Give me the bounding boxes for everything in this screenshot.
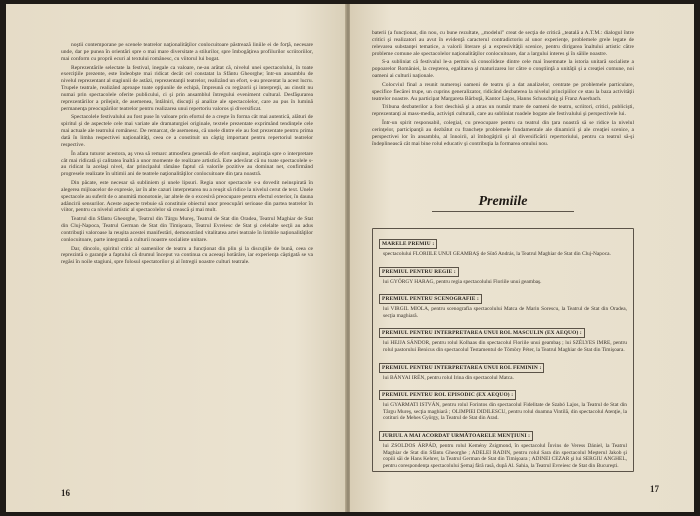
award-heading: PREMIUL PENTRU SCENOGRAFIE : xyxy=(379,294,482,304)
award-heading: PREMIUL PENTRU ROL EPISODIC (EX AEQUO) : xyxy=(379,390,516,400)
award-item xyxy=(373,356,633,382)
paragraph: Reprezentările selectate la festival, inegale ca valoare, ne-au arătat că, nivelul unei spectacolului, în toate exerciţiile prezente, este îndeobşte mai ridicat decât cel constatat la Sfântu Gheorghe; într-un ansamblu de nivelul reprezentant al stagiunii de astăzi, reprezentanţii teatrelor, realizând un efort, s-au prezentat la acest lucru. Trupele teatrale, realizând aproape toate opţiunile de echipă, împreună cu regizorii şi interpreţii, au cinstit nu numai prin spectacolele oferite publicului, ci şi prin ansamblul întregului eveniment cultural. Desfăşurarea reprezentărilor a prilejuit, de asemenea, întâlniri, discuţii şi analize ale spectacolelor, care au pus în lumină permanenţa preocupărilor teatrelor pentru realizarea unui repertoriu valoros şi diversificat. xyxy=(61,64,313,112)
award-item xyxy=(373,321,633,353)
award-heading: PREMIUL PENTRU INTERPRETAREA UNUI ROL FEMININ : xyxy=(379,363,544,373)
awards-title: Premiile xyxy=(372,194,634,210)
right-page xyxy=(350,4,694,512)
award-item xyxy=(373,424,633,469)
paragraph: noştii contemporane pe scenele teatrelor naţionalităţilor conlocuitoare păstrează liniile ei de forţă, necesare unde, dar pe punea în orientări spre o mai mare diversitate a stilurilor, spre îmbogăţirea profilurilor scriitoriilor, mai conform cu proprii ecuri al textului românesc, cu viitorul lui bogat. xyxy=(61,42,313,62)
awards-box xyxy=(372,194,634,472)
award-text: lui GYÖRGY HARAG, pentru regia spectacolului Floriile unui geambaş. xyxy=(383,278,542,285)
awards-frame xyxy=(372,228,634,472)
award-heading: JURIUL A MAI ACORDAT URMĂTOARELE MENŢIUNI : xyxy=(379,431,533,441)
paragraph: Tribuna dezbaterilor a fost deschisă şi a atras un număr mare de oameni de teatru, scriitori, critici, publicişti, reprezentanţi ai mass-media, activişti culturali, care au subliniat roadele bogate ale festivalului şi perspectivele lui. xyxy=(372,104,634,118)
paragraph: Într-un spirit responsabil, colegial, cu preocupare pentru ca teatrul din ţara noastră să se ridice la nivelul cerinţelor, participanţii au dezbătut cu franchețe problemele fundamentale ale dinamicii şi ale creaţiei scenice, a perspectivei lor în ansamblu, al înnoirii, al îmbogăţirii şi al diversificării repertoriului, pentru ca teatrul să-şi îndeplinească cât mai bine rolul educativ şi contribuţia la formarea omului nou. xyxy=(372,120,634,147)
awards-list xyxy=(373,232,633,471)
paragraph: S-a subliniat că festivalul le-a permis să consolideze dintre cele mai însemnate la istoria unitară socialiste a popoarelor României, la creşterea, egalitarea şi maturizarea lor către o conştiinţă a unităţii şi a creaţiei comune, noi oameni ai culturii naţionale. xyxy=(372,59,634,80)
paragraph: Spectacolele festivalului au fost puse în valoare prin efortul de a creşte în forma cât mai autentică, alături de spiritul şi de aspectele cele mai variate ale dramaturgiei originale, textele prezentate exprimând tendinţele cele mai actuale ale teatrului românesc. De remarcat, de asemenea, că unele dintre ele au fost prezentate pentru prima dată în limba respectivei naţionalităţi, ceea ce a constituit un câştig important pentru repertoriul teatrelor respective. xyxy=(61,114,313,148)
award-item xyxy=(373,383,633,422)
paragraph: baterii (a funcţionat, din nou, cu bune rezultate, „modelul" creat de secţia de critică „teatală a A.T.M.: dialogul între critici şi realizatori au avut în evidenţă caracterul contradictoriu al unor experienţe, problemele grele legate de relevarea substanţei tematice, a valorii literare şi a expresivităţii scenice, pentru dirigarea înaltului artistic către probleme comune ale spectacolelor naţionalităţilor conlocuitoare, dar a largului interes şi în sălile noastre. xyxy=(372,30,634,57)
award-text: lui GYARMATI ISTVÁN, pentru rolul Forintos din spectacolul Fidelitate de Szabó Lajos, la Teatrul de Stat din Târgu Mureş, secţia maghiară ; OLIMPIEI DIDILESCU, pentru rolul doamna Vintilă, din spectacolul Atenţie, la cotituri de Mehes György, la Teatrul de Stat din Arad. xyxy=(383,402,627,422)
award-item xyxy=(373,287,633,319)
right-column-text xyxy=(372,30,634,170)
paragraph: Din păcate, este necesar să subliniem şi unele lipsuri. Regia unor spectacole s-a dovedit neinspirată în alegerea mijloacelor de expresie, iar în alte cazuri interpretarea nu a reuşit să ridice la nivelul cerut de text. Unele spectacole au suferit de o anumită monotonie, iar altele de o excesivă preocupare pentru efectul exterior, în dauna adâncirii sensurilor. Aceste aspecte trebuie să constituie obiectul unor preocupări serioase din partea teatrelor în viitor, pentru ca nivelul artistic al spectacolelor să crească şi mai mult. xyxy=(61,180,313,214)
award-text: lui HEJJA SÁNDOR, pentru rolul Kolhaas din spectacolul Floriile unui geambaş ; lui SZÉLYES IMRE, pentru rolul pastorului Benicus din spectacolul Testamentul de Tömöry Péter, la Teatrul Maghiar de Stat din Timişoara. xyxy=(383,340,627,353)
award-item xyxy=(373,232,633,258)
page-number-right: 17 xyxy=(650,484,659,494)
paragraph: Colocviul final a reunit numeroşi oameni de teatru şi a dat analizelor, centrate pe problemele particulare, specifice fiecărei trupe, un cuprins generalizator, ridicând dezbaterea la nivelul principiilor ce stau la baza activităţii teatrelor noastre. Au participat Margareta Bărbuţă, Kantor Lajos, Hanns Schuschnig şi Franz Auerbach. xyxy=(372,81,634,102)
page-number-left: 16 xyxy=(61,488,70,498)
award-heading: PREMIUL PENTRU INTERPRETAREA UNUI ROL MASCULIN (EX AEQUO) : xyxy=(379,328,585,338)
left-column-text xyxy=(61,42,313,482)
left-page xyxy=(6,4,346,512)
paragraph: Dar, dincolo, spiritul critic al oamenilor de teatru a funcţionat din plin şi la discuţiile de bună, ceea ce reprezintă o garanţie a faptului că drumul început va continua cu aceeaşi hotărâre, iar experienţa câştigată se va regăsi în noile stagiuni, spre folosul spectatorilor şi al întregii noastre culturi teatrale. xyxy=(61,245,313,266)
award-text: lui BÁNYAI IRÉN, pentru rolul Irina din spectacolul Matca. xyxy=(383,374,514,381)
award-text: lui ZSOLDOS ÁRPÁD, pentru rolul Kemény Zsigmond, în spectacolul Învins de Veress Dániel, la Teatrul Maghiar de Stat din Sfântu Gheorghe ; ADELEI RADIN, pentru rolul Sara din spectacolul Meşterul Jakob şi copiii săi de Hans Kehrer, la Teatrul German de Stat din Timişoara ; ADINEI CEZAR şi lui SERGIU ANGHEL, pentru corespondenţa spectacolului Şemaj fără rasă, după Al. Sahia, la Teatrul Evreiesc de Stat din Bucureşti. xyxy=(383,442,627,469)
paragraph: Teatrul din Sfântu Gheorghe, Teatrul din Târgu Mureş, Teatrul de Stat din Oradea, Teatrul Maghiar de Stat din Cluj-Napoca, Teatrul German de Stat din Timişoara, Teatrul Evreiesc de Stat şi celelalte secţii au adus contribuţii valoroase la reuşita acestei manifestări, demonstrând vitalitatea artei teatrale în limbile naţionalităţilor conlocuitoare, parte integrantă a culturii noastre socialiste unitare. xyxy=(61,216,313,243)
award-heading: MARELE PREMIU : xyxy=(379,239,437,249)
award-heading: PREMIUL PENTRU REGIE : xyxy=(379,267,459,277)
award-text: lui VIRGIL MIOLA, pentru scenografia spectacolului Matca de Marin Sorescu, la Teatrul de Stat din Oradea, secţia maghiară. xyxy=(383,306,627,319)
paragraph: În afara tuturor acestora, aş vrea să remarc atmosfera generală de efort susţinut, aspiraţia spre o interpretare cât mai ridicată şi calitatea înaltă a unor momente de realizare artistică. Este adevărat că nu toate spectacolele s-au ridicat la acelaşi nivel, dar principalul rămâne faptul că valorile pozitive au dominat net, confirmând progresele realizate în ultimii ani de teatrele naţionalităţilor conlocuitoare din ţara noastră. xyxy=(61,150,313,178)
award-text: spectacolului FLORIILE UNUI GEAMBAŞ de Sütő András, la Teatrul Maghiar de Stat din Cluj-Napoca. xyxy=(383,251,611,257)
award-item xyxy=(373,260,633,286)
